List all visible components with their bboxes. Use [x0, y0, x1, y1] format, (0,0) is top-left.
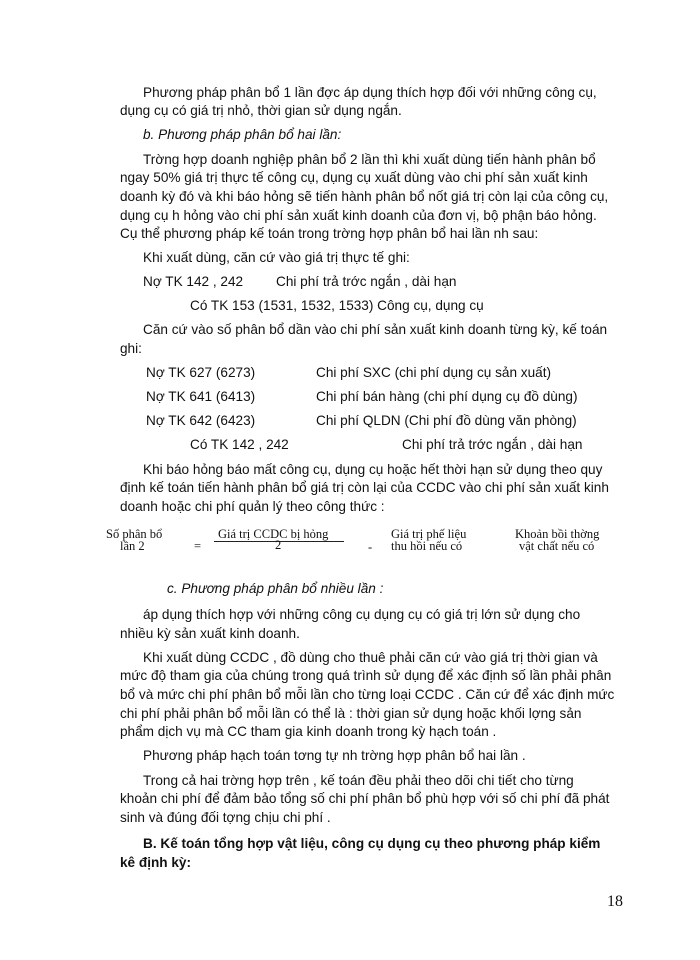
formula-minus: -	[368, 540, 373, 554]
entry-debit-account: Nợ TK 627 (6273)	[146, 365, 256, 380]
paragraph-line: nhiều kỳ sản xuất kinh doanh.	[120, 626, 300, 641]
paragraph-line: phẩm dịch vụ mà CC tham gia kinh doanh trong kỳ hạch toán .	[120, 724, 497, 739]
entry-debit-account: Nợ TK 641 (6413)	[146, 389, 256, 404]
paragraph-line: Căn cứ vào số phân bổ dần vào chi phí sản xuất kinh doanh từng kỳ, kế toán	[143, 322, 608, 337]
formula-term2-top: Giá trị phế liệu	[391, 527, 467, 541]
paragraph-line: sinh và đúng đối tợng chịu chi phí .	[120, 810, 331, 825]
paragraph-line: ngay 50% giá trị thực tế công cụ, dụng cụ xuất dùng vào chi phí sản xuất kinh	[120, 170, 588, 185]
paragraph-line: dụng cụ h hỏng vào chi phí sản xuất kinh doanh của đơn vị, bộ phận báo hỏng.	[120, 208, 597, 223]
paragraph-line: mức độ tham gia của chúng trong quá trình sử dụng để xác định số lần phải phân	[120, 668, 612, 683]
paragraph-line: chi phí phải phân bổ mỗi lần có thể là : thời gian sử dụng hoặc khối lợng sản	[120, 706, 582, 721]
entry-credit-account: Có TK 153 (1531, 1532, 1533) Công cụ, dụng cụ	[190, 298, 484, 313]
entry-description: Chi phí trả trớc ngắn , dài hạn	[402, 437, 583, 452]
paragraph-line: áp dụng thích hợp với những công cụ dụng cụ có giá trị lớn sử dụng cho	[143, 607, 581, 622]
formula-denominator: 2	[275, 538, 282, 552]
formula-equals: =	[194, 539, 202, 553]
formula-numerator: Giá trị CCDC bị hỏng	[218, 527, 329, 541]
entry-credit-account: Có TK 142 , 242	[190, 437, 289, 452]
paragraph-line: Phương pháp hạch toán tơng tự nh trờng hợp phân bổ hai lần .	[143, 748, 526, 763]
section-heading-c: c. Phương pháp phân bổ nhiều lần :	[167, 581, 384, 596]
page-number: 18	[607, 893, 623, 910]
formula-lhs-top: Số phân bổ	[106, 527, 163, 541]
paragraph-line: Khi xuất dùng, căn cứ vào giá trị thực tế ghi:	[143, 250, 410, 265]
paragraph-line: bổ và mức chi phí phân bổ mỗi lần cho từng loại CCDC . Căn cứ để xác định mức	[120, 687, 615, 702]
paragraph-line: dụng cụ có giá trị nhỏ, thời gian sử dụng ngắn.	[120, 103, 402, 118]
paragraph-line: Cụ thể phương pháp kế toán trong trờng hợp phân bổ hai lần nh sau:	[120, 226, 539, 241]
section-heading-b: b. Phương pháp phân bổ hai lần:	[143, 127, 342, 142]
section-heading-B-cont: kê định kỳ:	[120, 855, 192, 870]
formula-term2-bottom: thu hồi nếu có	[391, 539, 463, 553]
entry-debit-account: Nợ TK 642 (6423)	[146, 413, 256, 428]
entry-debit-account: Nợ TK 142 , 242	[143, 274, 244, 289]
formula-term3-top: Khoản bồi thờng	[515, 527, 600, 541]
paragraph-line: doanh hoặc chi phí quản lý theo công thức :	[120, 499, 385, 514]
paragraph-line: khoản chi phí để đảm bảo tổng số chi phí phân bổ phù hợp với số chi phí đã phát	[120, 791, 610, 806]
formula-lhs-bottom: lần 2	[120, 539, 145, 553]
paragraph-line: ghi:	[120, 341, 142, 356]
paragraph-line: Trờng hợp doanh nghiệp phân bổ 2 lần thì khi xuất dùng tiến hành phân bổ	[143, 152, 596, 167]
section-heading-B: B. Kế toán tổng hợp vật liệu, công cụ dụng cụ theo phương pháp kiểm	[143, 836, 601, 851]
entry-description: Chi phí QLDN (Chi phí đồ dùng văn phòng)	[316, 413, 577, 428]
paragraph-line: Trong cả hai trờng hợp trên , kế toán đều phải theo dõi chi tiết cho từng	[143, 773, 574, 788]
entry-description: Chi phí bán hàng (chi phí dụng cụ đồ dùng)	[316, 389, 578, 404]
paragraph-line: Khi báo hỏng báo mất công cụ, dụng cụ hoặc hết thời hạn sử dụng theo quy	[143, 462, 603, 477]
entry-description: Chi phí trả trớc ngắn , dài hạn	[276, 274, 457, 289]
formula-term3-bottom: vật chất nếu có	[519, 539, 595, 553]
paragraph-line: Phương pháp phân bổ 1 lần đợc áp dụng thích hợp đối với những công cụ,	[143, 85, 597, 100]
paragraph-line: Khi xuất dùng CCDC , đồ dùng cho thuê phải căn cứ vào giá trị thời gian và	[143, 650, 598, 665]
paragraph-line: định kế toán tiến hành phân bổ giá trị còn lại của CCDC vào chi phí sản xuất kinh	[120, 480, 609, 495]
paragraph-line: doanh kỳ đó và khi báo hỏng sẽ tiến hành phân bổ nốt giá trị còn lại của công cụ,	[120, 189, 609, 204]
entry-description: Chi phí SXC (chi phí dụng cụ sản xuất)	[316, 365, 551, 380]
